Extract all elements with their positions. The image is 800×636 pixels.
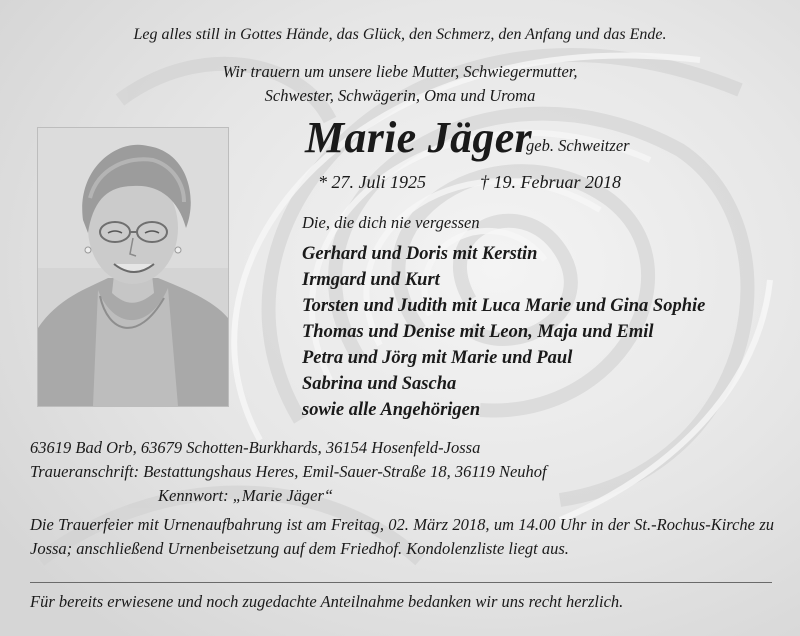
birth-name: geb. Schweitzer	[526, 136, 630, 155]
divider-line	[30, 582, 772, 583]
mourner-line: Irmgard und Kurt	[302, 270, 440, 290]
mourner-line: sowie alle Angehörigen	[302, 400, 481, 420]
mourner-line: Gerhard und Doris mit Kerstin	[302, 244, 538, 264]
mourning-address: Traueranschrift: Bestattungshaus Heres, Emil-Sauer-Straße 18, 36119 Neuhof	[30, 462, 547, 481]
motto-verse: Leg alles still in Gottes Hände, das Glück, den Schmerz, den Anfang und das Ende.	[133, 26, 667, 43]
death-date: † 19. Februar 2018	[480, 172, 621, 192]
intro-text	[0, 60, 800, 108]
mourner-line: Sabrina und Sascha	[302, 374, 457, 394]
portrait-image	[38, 128, 228, 406]
mourner-line: Petra und Jörg mit Marie und Paul	[302, 348, 573, 368]
portrait-photo	[38, 128, 228, 406]
places-of-residence: 63619 Bad Orb, 63679 Schotten-Burkhards, 36154 Hosenfeld-Jossa	[30, 438, 481, 457]
intro-line-1: Wir trauern um unsere liebe Mutter, Schwiegermutter,	[222, 62, 578, 81]
birth-date: * 27. Juli 1925	[318, 172, 426, 192]
mourner-line: Thomas und Denise mit Leon, Maja und Emil	[302, 322, 654, 342]
thanks-text: Für bereits erwiesene und noch zugedachte Anteilnahme bedanken wir uns recht herzlich.	[30, 592, 624, 611]
keyword: Kennwort: „Marie Jäger“	[158, 486, 334, 505]
deceased-name: Marie Jäger	[305, 113, 532, 162]
mourner-line: Torsten und Judith mit Luca Marie und Gina Sophie	[302, 296, 706, 316]
funeral-details: Die Trauerfeier mit Urnenaufbahrung ist am Freitag, 02. März 2018, um 14.00 Uhr in der St.-Rochus-Kirche zu Jossa; anschließend Urnenbeisetzung auf dem Friedhof. Kondolenzliste liegt aus.	[30, 515, 774, 558]
mourners-intro: Die, die dich nie vergessen	[302, 213, 480, 232]
intro-line-2: Schwester, Schwägerin, Oma und Uroma	[264, 86, 536, 105]
